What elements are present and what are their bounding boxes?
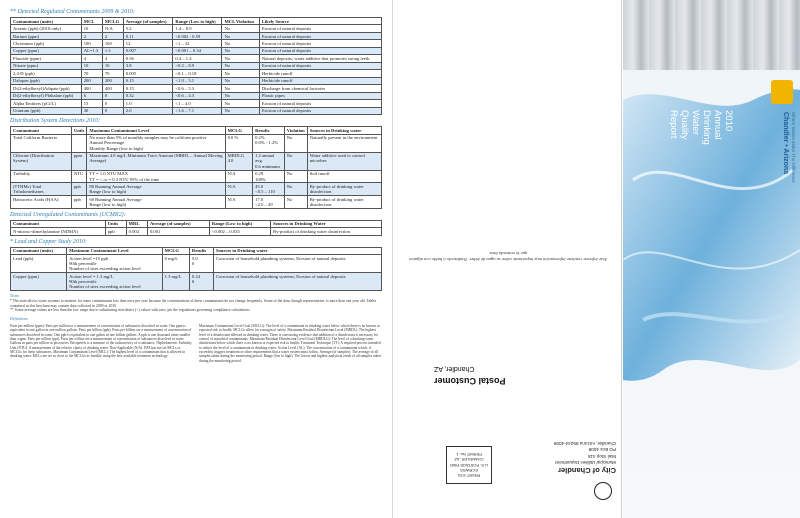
table-cell: 0.005 xyxy=(123,70,173,77)
table-cell: 6 xyxy=(81,92,102,99)
table-cell: Copper (ppm) xyxy=(11,47,82,54)
table-cell: 70 xyxy=(81,70,102,77)
table-row xyxy=(11,32,382,39)
cover-line-4: Quality xyxy=(679,110,690,140)
table-cell: 5.0 0 xyxy=(189,255,213,273)
column-header: MRL xyxy=(126,220,147,227)
table-cell: No xyxy=(284,196,307,209)
table-cell: Haloacetic Acids (HAA) xyxy=(11,196,72,209)
table-cell: Corrosion of household plumbing systems; Erosion of natural deposits xyxy=(213,273,381,291)
return-mail: Mail Stop 415 xyxy=(587,453,616,459)
table-cell: Uranium (ppb) xyxy=(11,107,82,114)
table-cell: Water additive used to control microbes xyxy=(307,152,381,170)
table-cell: 5.2 xyxy=(123,25,173,32)
column-header: MCL xyxy=(81,18,102,25)
postage-stamp: PRSRT STD ECRWSS U.S. POSTAGE PAID CHANDLER, AZ PERMIT No. 1 xyxy=(446,446,492,484)
table-header-row xyxy=(11,18,382,25)
table-cell: 0.11 xyxy=(123,32,173,39)
table-cell: Turbidity xyxy=(11,170,72,183)
table-cell: No xyxy=(222,62,259,69)
column-header: Violation xyxy=(284,127,307,134)
table-cell: 100 xyxy=(102,40,123,47)
table-row xyxy=(11,183,382,196)
table-cell: <1 – 4.0 xyxy=(173,100,222,107)
table-cell: 1.3 mg/L xyxy=(162,273,189,291)
lead-copper-title: * Lead and Copper Study 2010: xyxy=(10,238,87,245)
column-header: Likely Source xyxy=(259,18,381,25)
table-cell: <0.6 – 4.3 xyxy=(173,92,222,99)
table-row xyxy=(11,25,382,32)
column-header: MCLG xyxy=(102,18,123,25)
postal-customer: Postal Customer xyxy=(434,376,506,386)
table-cell: 0.29 100% xyxy=(253,170,285,183)
table-header-row xyxy=(11,247,382,254)
table-row xyxy=(11,70,382,77)
table-row xyxy=(11,92,382,99)
cover-year: 2010 xyxy=(723,110,734,132)
table-cell: ppb xyxy=(105,228,126,235)
return-org: City of Chandler xyxy=(558,465,616,475)
table-cell: Erosion of natural deposits xyxy=(259,107,381,114)
table-cell: No xyxy=(284,134,307,152)
table-cell: <0.002 – 0.035 xyxy=(209,228,270,235)
column-header: Contaminant (units) xyxy=(11,18,82,25)
table-cell: 3.8 xyxy=(123,62,173,69)
table-cell: <1.0 – 3.1 xyxy=(173,77,222,84)
table-cell: 10 xyxy=(102,62,123,69)
table-cell: 2 xyxy=(81,32,102,39)
column-header: MCL Violation xyxy=(222,18,259,25)
table-cell: <1.6 – 7.1 xyxy=(173,107,222,114)
distribution-table xyxy=(10,126,382,209)
table-cell: Chlorine (Distribution System) xyxy=(11,152,72,170)
regulated-title: ** Detected Regulated Contaminants 2009 & 2010: xyxy=(10,9,135,15)
table-cell: N/A xyxy=(102,25,123,32)
table-cell: Erosion of natural deposits xyxy=(259,40,381,47)
column-header: Range (Low to high) xyxy=(173,18,222,25)
table-cell: 0.007 xyxy=(123,47,173,54)
table-cell: <0.1 – 0.18 xyxy=(173,70,222,77)
table-cell: Total Coliform Bacteria xyxy=(11,134,72,152)
table-cell: Fluoride (ppm) xyxy=(11,55,82,62)
table-cell: 2,4-D (ppb) xyxy=(11,70,82,77)
brand-tagline: Where Values Make The Difference xyxy=(791,112,796,183)
distribution-title: Distribution System Detections 2010: xyxy=(10,118,101,125)
table-cell: Natural deposits; water additive that promotes strong teeth xyxy=(259,55,381,62)
column-header: MCLG xyxy=(162,247,189,254)
table-cell: 0.24 0 xyxy=(189,273,213,291)
table-cell: Dalapon (ppb) xyxy=(11,77,82,84)
table-cell: 0.001 xyxy=(147,228,209,235)
table-cell: 4 xyxy=(81,55,102,62)
table-cell: 0.32 xyxy=(123,92,173,99)
column-header: Sources in Drinking water xyxy=(213,247,381,254)
table-cell: ppb xyxy=(71,196,86,209)
column-header: Units xyxy=(71,127,86,134)
table-cell: 0.15 xyxy=(123,77,173,84)
column-header: Contaminant xyxy=(11,127,72,134)
table-cell: N/A xyxy=(225,170,253,183)
table-cell: No xyxy=(222,32,259,39)
regulated-table xyxy=(10,17,382,115)
definitions-block xyxy=(10,324,382,363)
mailer-panel xyxy=(394,0,622,518)
table-row xyxy=(11,134,382,152)
table-cell: Herbicide runoff xyxy=(259,70,381,77)
table-cell: <0.001 – 0.34 xyxy=(173,47,222,54)
column-header: Maximum Contaminant Level xyxy=(87,127,225,134)
table-cell: No xyxy=(222,25,259,32)
table-cell: 45.0 <0.5 – 110 xyxy=(253,183,285,196)
table-cell: 0 xyxy=(102,92,123,99)
table-cell: 0 xyxy=(102,100,123,107)
table-cell: N/A xyxy=(225,183,253,196)
column-header: Range (Low to high) xyxy=(209,220,270,227)
table-cell: 10 xyxy=(81,25,102,32)
unregulated-title: Detected Unregulated Contaminants (UCMR2): xyxy=(10,211,126,218)
column-header: Sources in Drinking water xyxy=(307,127,381,134)
table-cell: Erosion of natural deposits xyxy=(259,47,381,54)
table-cell: Naturally present in the environment xyxy=(307,134,381,152)
table-row xyxy=(11,152,382,170)
table-cell: 0.4 – 1.4 xyxy=(173,55,222,62)
table-cell: No xyxy=(222,55,259,62)
column-header: MCLG xyxy=(225,127,253,134)
table-cell: Action level = 1.3 mg/L 90th percentile Number of sites exceeding action level xyxy=(67,273,163,291)
table-cell xyxy=(71,134,86,152)
table-cell: Herbicide runoff xyxy=(259,77,381,84)
table-cell: NTU xyxy=(71,170,86,183)
table-cell: No xyxy=(222,92,259,99)
table-cell: By-product of drinking water disinfection xyxy=(307,196,381,209)
table-cell: 1.0 xyxy=(123,100,173,107)
column-header: Average (of samples) xyxy=(147,220,209,227)
table-row xyxy=(11,100,382,107)
cover-title xyxy=(668,110,747,240)
notes-text-1: * The state allows water systems to monitor for some contaminants less than once per year because the concentrations of these contaminants do not change frequently. Some of the data, though representative, is more than one year old. Tables contained in this brochure may contain data collected in 2009 or 2010. xyxy=(10,299,377,308)
column-header: Contaminant xyxy=(11,220,106,227)
notes-block xyxy=(10,294,382,312)
table-cell: No xyxy=(284,170,307,183)
table-cell: Soil runoff xyxy=(307,170,381,183)
table-cell: 0.15 xyxy=(123,85,173,92)
table-cell: 400 xyxy=(102,85,123,92)
return-dept: Municipal Utilities Department xyxy=(555,459,616,465)
return-address xyxy=(504,440,616,475)
table-cell: Corrosion of household plumbing systems; Erosion of natural deposits xyxy=(213,255,381,273)
table-cell: <0.002 - 0.59 xyxy=(173,32,222,39)
table-cell: 0.56 xyxy=(123,55,173,62)
table-cell: Discharge from chemical factories xyxy=(259,85,381,92)
cover-line-2: Drinking xyxy=(701,110,712,145)
table-row xyxy=(11,77,382,84)
table-cell: No xyxy=(222,100,259,107)
cover-line-1: Annual xyxy=(712,110,723,140)
table-cell: N-nitroso-dimethylamine (NDMA) xyxy=(11,228,106,235)
table-cell: Erosion of natural deposits xyxy=(259,32,381,39)
unregulated-table xyxy=(10,220,382,236)
table-cell: 200 xyxy=(81,77,102,84)
table-cell: Alpha Emitters (pCi/L) xyxy=(11,100,82,107)
table-cell: No xyxy=(222,77,259,84)
award-badge-icon xyxy=(771,80,793,104)
table-cell: Plastic pipes xyxy=(259,92,381,99)
table-header-row xyxy=(11,127,382,134)
cover-panel xyxy=(623,0,800,518)
table-cell: Di(2-ethylhexyl)Adipate (ppb) xyxy=(11,85,82,92)
table-cell: 100 xyxy=(81,40,102,47)
table-row xyxy=(11,85,382,92)
table-cell: No xyxy=(222,70,259,77)
table-cell: No xyxy=(222,47,259,54)
table-cell: TT = 1.0 NTU MAX TT = < or = 0.3 NTU 95% of the time xyxy=(87,170,225,183)
table-row xyxy=(11,40,382,47)
notes-text-2: ** Some average values are less than the low range due to substituting non-detect (<) values with zero, per the regulations governing compliance calculations. xyxy=(10,308,251,313)
cover-line-5: Report xyxy=(668,110,679,139)
column-header: Sources in Drinking Water xyxy=(271,220,382,227)
definitions-col-2: Maximum Contaminant Level Goal (MCLG): The level of a contaminant in drinking water below which there is no known or expected risk to health. MCLGs allow for a margin of safety. Maximum Residual Disinfectant Level (MRDL): The highest level of a disinfectant allowed in drinking water. There is convincing evidence that addition of a disinfectant is necessary for control of microbial contaminants. Maximum Residual Disinfectant Level Goal (MRDLG): The level of a drinking water disinfectant below which there is no known or expected risk to health. Treatment Technique (TT): A required process intended to reduce the level of a contaminant in drinking water. Action Level (AL): The concentration of a contaminant which, if exceeded, triggers treatment or other requirements that a water system must follow. Average (of samples): The average of all samples taken during the monitoring period. Range (low to high): The lowest and highest analytical result of all samples taken during the monitoring period. xyxy=(199,323,381,363)
table-row xyxy=(11,255,382,273)
table-cell: AL=1.3 xyxy=(81,47,102,54)
cover-line-3: Water xyxy=(690,110,701,135)
table-cell: <0.6 – 5.3 xyxy=(173,85,222,92)
table-cell: Di(2-ethylhexyl) Phthalate (ppb) xyxy=(11,92,82,99)
table-cell: No xyxy=(222,107,259,114)
table-cell: 4 xyxy=(102,55,123,62)
table-cell: 0 mg/L xyxy=(162,255,189,273)
column-header: Units xyxy=(105,220,126,227)
table-row xyxy=(11,62,382,69)
table-cell: 0.0 % xyxy=(225,134,253,152)
table-cell: 1.3 xyxy=(102,47,123,54)
notes-label: Notes xyxy=(10,293,20,299)
table-cell: Maximum 4.0 mg/L Minimum Trace Amount (MRDL – Annual Moving Average) xyxy=(87,152,225,170)
lead-copper-table xyxy=(10,247,382,292)
table-cell: 12 xyxy=(123,40,173,47)
table-cell: No xyxy=(284,152,307,170)
table-row xyxy=(11,107,382,114)
table-cell: 0.2% 0.0% - 1.2% xyxy=(253,134,285,152)
table-cell: Erosion of natural deposits xyxy=(259,100,381,107)
column-header: Maximum Contaminant Level xyxy=(67,247,163,254)
column-header: Results xyxy=(189,247,213,254)
return-po: PO Box 4008 xyxy=(588,447,616,453)
table-row xyxy=(11,196,382,209)
table-cell: By-product of drinking water disinfection xyxy=(271,228,382,235)
table-row xyxy=(11,47,382,54)
table-cell: Chromium (ppb) xyxy=(11,40,82,47)
table-cell: MRDLG 4.0 xyxy=(225,152,253,170)
column-header: Results xyxy=(253,127,285,134)
table-cell: 0.002 xyxy=(126,228,147,235)
table-cell: Arsenic (ppb) (2010 only) xyxy=(11,25,82,32)
table-cell: <1 – 32 xyxy=(173,40,222,47)
table-cell: Nitrate (ppm) xyxy=(11,62,82,69)
definitions-label: Definitions xyxy=(10,315,28,321)
column-header: Contaminant (units) xyxy=(11,247,67,254)
table-cell: 70 xyxy=(102,70,123,77)
city-seal-icon xyxy=(594,482,612,500)
brand-name: Chandler • Arizona xyxy=(782,112,789,175)
table-cell: No more than 5% of monthly samples may be coliform positive Annual Percentage Monthly Range (low to high) xyxy=(87,134,225,152)
table-cell: Action level =15 ppb 90th percentile Number of sites exceeding action level xyxy=(67,255,163,273)
table-cell: No xyxy=(222,40,259,47)
table-cell: 1.4 – 8.9 xyxy=(173,25,222,32)
report-tables-panel xyxy=(0,0,393,518)
table-cell: 2.0 xyxy=(123,107,173,114)
table-cell: Barium (ppm) xyxy=(11,32,82,39)
table-cell: (TTHMs) Total Trihalomethanes xyxy=(11,183,72,196)
table-cell: Lead (ppb) xyxy=(11,255,67,273)
table-cell: ppb xyxy=(71,183,86,196)
column-header: Average (of samples) xyxy=(123,18,173,25)
table-cell: 60 Running Annual Average Range (low to high) xyxy=(87,196,225,209)
postal-city: Chandler, AZ xyxy=(434,365,475,372)
postal-address xyxy=(434,365,584,386)
table-cell: <0.2 – 8.9 xyxy=(173,62,222,69)
table-cell: By-product of drinking water disinfection xyxy=(307,183,381,196)
table-cell: N/A xyxy=(225,196,253,209)
table-cell: 15 xyxy=(81,100,102,107)
table-cell: 80 Running Annual Average Range (low to high) xyxy=(87,183,225,196)
table-cell: 17.0 <2.0 – 49 xyxy=(253,196,285,209)
table-cell: Erosion of natural deposits xyxy=(259,25,381,32)
table-row xyxy=(11,170,382,183)
return-city: Chandler, Arizona 85244-4008 xyxy=(553,441,616,447)
table-cell: Erosion of natural deposits xyxy=(259,62,381,69)
table-cell: 2 xyxy=(102,32,123,39)
table-header-row xyxy=(11,220,382,227)
table-cell: No xyxy=(284,183,307,196)
table-cell: 1.2 annual avg. 0.6 minimum xyxy=(253,152,285,170)
table-cell: Copper (ppm) xyxy=(11,273,67,291)
definitions-col-1: Parts per million (ppm): Parts per million or a measurement of concentration of substances dissolved in water. One ppm is equivalent to one gallon in one million gallons. Parts per billion (ppb): Parts per billion are a measurement of concentration of substances dissolved in water. One ppb is equivalent to one gallon in one billion gallons. A ppb is one thousand times smaller than a ppm. Parts per trillion (ppt): Parts per trillion are a measurement of concentration of substances dissolved in water. Gallons in parts per trillion or picocuries. Becquerels is a measure of the radioactivity of a substance. Nephelometric Turbidity Unit (NTU): A measurement of the relative clarity of drinking water. Non-Applicable (N/A): EPA has not set MCLs or MCLGs for these substances. Maximum Contaminant Level (MCL): The highest level of a contaminant that is allowed in drinking water. MCLs are set as close to the MCLGs as feasible using the best available treatment technology. xyxy=(10,323,192,359)
table-cell: No xyxy=(222,85,259,92)
table-cell: 200 xyxy=(102,77,123,84)
table-cell: 10 xyxy=(81,62,102,69)
table-cell: 0 xyxy=(102,107,123,114)
spanish-note: Este informe contiene información muy importante sobre su agua de beber. Tradúzcalo ó hable con alguien que lo entienda bien. xyxy=(409,250,607,262)
table-cell: 30 xyxy=(81,107,102,114)
table-row xyxy=(11,273,382,291)
table-row xyxy=(11,228,382,235)
table-row xyxy=(11,55,382,62)
table-cell: 400 xyxy=(81,85,102,92)
table-cell: ppm xyxy=(71,152,86,170)
